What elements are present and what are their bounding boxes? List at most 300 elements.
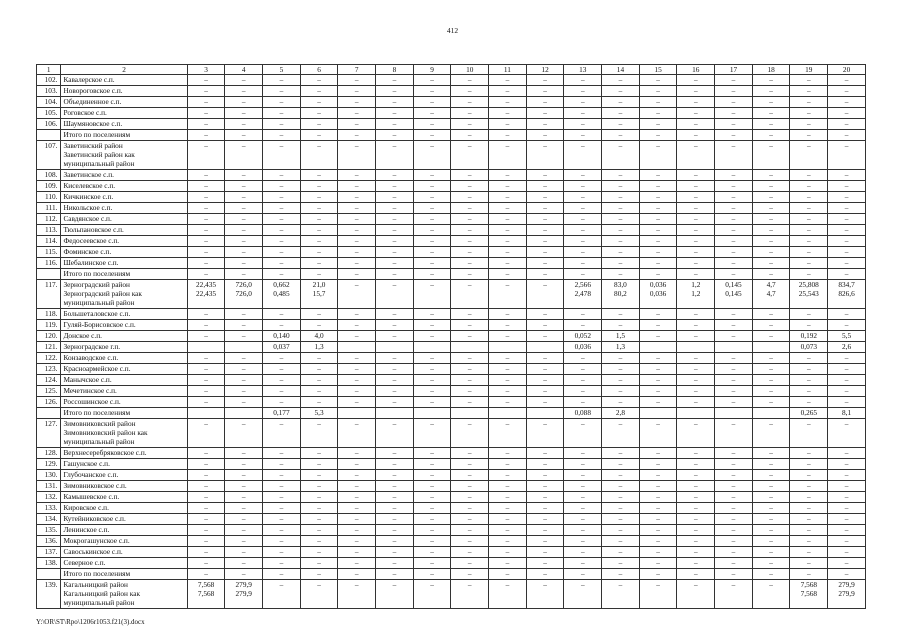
value-cell bbox=[639, 492, 677, 503]
dash: – bbox=[543, 119, 547, 128]
row-name bbox=[61, 569, 187, 580]
value-cell bbox=[300, 397, 338, 408]
row-number: 128. bbox=[37, 448, 61, 459]
dash: – bbox=[505, 214, 510, 223]
dash: – bbox=[543, 203, 547, 212]
value-cell bbox=[225, 247, 263, 258]
value-cell bbox=[564, 342, 602, 353]
dash: – bbox=[656, 492, 660, 501]
value-cell bbox=[263, 448, 301, 459]
dash: – bbox=[769, 547, 773, 556]
row-name bbox=[61, 141, 187, 170]
value-cell bbox=[564, 269, 602, 280]
value-cell bbox=[263, 192, 301, 203]
dash: – bbox=[317, 247, 321, 256]
value-cell bbox=[263, 375, 301, 386]
value-cell bbox=[639, 459, 677, 470]
dash: – bbox=[505, 397, 510, 406]
dash: – bbox=[693, 236, 698, 245]
row-name bbox=[61, 181, 187, 192]
dash: – bbox=[467, 459, 472, 468]
dash: – bbox=[769, 353, 773, 362]
value-cell bbox=[225, 192, 263, 203]
dash: – bbox=[844, 119, 849, 128]
dash: – bbox=[467, 470, 472, 479]
value-line: 2,6 bbox=[842, 342, 852, 351]
dash: – bbox=[204, 547, 208, 556]
dash: – bbox=[467, 309, 472, 318]
value-cell bbox=[828, 386, 866, 397]
value-cell bbox=[715, 503, 753, 514]
table-row bbox=[37, 375, 866, 386]
row-number: 121. bbox=[37, 342, 61, 353]
dash: – bbox=[204, 419, 208, 428]
value-cell bbox=[225, 181, 263, 192]
dash: – bbox=[769, 181, 773, 190]
row-name-line: Кичкинское с.п. bbox=[63, 192, 114, 201]
value-cell bbox=[225, 141, 263, 170]
dash: – bbox=[693, 459, 698, 468]
value-cell bbox=[677, 75, 715, 86]
value-cell bbox=[564, 547, 602, 558]
row-name bbox=[61, 408, 187, 419]
value-cell bbox=[639, 225, 677, 236]
dash: – bbox=[769, 470, 773, 479]
dash: – bbox=[467, 170, 472, 179]
dash: – bbox=[618, 269, 623, 278]
value-cell bbox=[828, 514, 866, 525]
row-name bbox=[61, 386, 187, 397]
value-cell bbox=[376, 386, 414, 397]
value-cell bbox=[828, 320, 866, 331]
dash: – bbox=[317, 108, 321, 117]
value-cell bbox=[790, 203, 828, 214]
dash: – bbox=[467, 514, 472, 523]
value-cell bbox=[338, 558, 376, 569]
value-line: – bbox=[392, 580, 397, 589]
value-cell bbox=[526, 130, 564, 141]
dash: – bbox=[241, 225, 246, 234]
row-name bbox=[61, 86, 187, 97]
value-cell bbox=[602, 364, 640, 375]
value-cell bbox=[564, 580, 602, 609]
value-line: 21,0 bbox=[312, 280, 326, 289]
dash: – bbox=[693, 203, 698, 212]
value-cell bbox=[602, 547, 640, 558]
value-cell bbox=[828, 119, 866, 130]
dash: – bbox=[354, 547, 359, 556]
dash: – bbox=[317, 364, 321, 373]
dash: – bbox=[505, 514, 510, 523]
dash: – bbox=[731, 225, 736, 234]
value-cell bbox=[300, 353, 338, 364]
value-cell bbox=[790, 130, 828, 141]
dash: – bbox=[618, 536, 623, 545]
table-row bbox=[37, 75, 866, 86]
value-cell bbox=[413, 470, 451, 481]
dash: – bbox=[693, 525, 698, 534]
dash: – bbox=[354, 97, 359, 106]
row-name-line: муниципальный район bbox=[63, 298, 135, 307]
value-cell bbox=[526, 75, 564, 86]
value-cell bbox=[187, 397, 225, 408]
value-cell bbox=[828, 309, 866, 320]
value-cell bbox=[489, 448, 527, 459]
dash: – bbox=[204, 397, 208, 406]
dash: – bbox=[392, 459, 397, 468]
value-cell bbox=[187, 192, 225, 203]
value-cell bbox=[225, 97, 263, 108]
value-cell bbox=[225, 492, 263, 503]
dash: – bbox=[317, 547, 321, 556]
dash: – bbox=[279, 419, 284, 428]
dash: – bbox=[731, 419, 736, 428]
value-cell bbox=[489, 503, 527, 514]
row-number: 104. bbox=[37, 97, 61, 108]
value-cell bbox=[489, 492, 527, 503]
value-cell bbox=[187, 214, 225, 225]
dash: – bbox=[204, 108, 208, 117]
table-row bbox=[37, 130, 866, 141]
value-cell bbox=[526, 86, 564, 97]
value-cell bbox=[187, 225, 225, 236]
value-cell bbox=[451, 514, 489, 525]
value-cell bbox=[451, 547, 489, 558]
value-cell bbox=[413, 580, 451, 609]
dash: – bbox=[279, 353, 284, 362]
row-name-line: Кагальницкий район как bbox=[63, 589, 140, 598]
value-cell bbox=[451, 170, 489, 181]
dash: – bbox=[279, 97, 284, 106]
value-cell bbox=[677, 258, 715, 269]
row-number: 117. bbox=[37, 280, 61, 309]
dash: – bbox=[317, 492, 321, 501]
value-cell bbox=[752, 130, 790, 141]
value-cell bbox=[752, 225, 790, 236]
dash: – bbox=[806, 419, 811, 428]
dash: – bbox=[505, 86, 510, 95]
dash: – bbox=[241, 258, 246, 267]
dash: – bbox=[731, 514, 736, 523]
value-cell bbox=[602, 86, 640, 97]
value-cell bbox=[413, 514, 451, 525]
value-line: – bbox=[731, 580, 736, 589]
value-cell bbox=[602, 459, 640, 470]
value-cell bbox=[300, 309, 338, 320]
dash: – bbox=[618, 119, 623, 128]
row-name-line: Кировское с.п. bbox=[63, 503, 109, 512]
value-line: – bbox=[543, 580, 547, 589]
dash: – bbox=[241, 514, 246, 523]
dash: – bbox=[279, 492, 284, 501]
table-row bbox=[37, 353, 866, 364]
value-cell bbox=[300, 525, 338, 536]
value-cell bbox=[564, 503, 602, 514]
value-cell bbox=[338, 569, 376, 580]
value-cell bbox=[639, 353, 677, 364]
value-cell bbox=[526, 108, 564, 119]
dash: – bbox=[580, 108, 585, 117]
dash: – bbox=[731, 258, 736, 267]
dash: – bbox=[467, 130, 472, 139]
dash: – bbox=[769, 397, 773, 406]
dash: – bbox=[580, 481, 585, 490]
dash: – bbox=[430, 492, 434, 501]
value-cell bbox=[225, 580, 263, 609]
value-cell bbox=[602, 536, 640, 547]
dash: – bbox=[241, 492, 246, 501]
value-line: – bbox=[467, 580, 472, 589]
dash: – bbox=[392, 130, 397, 139]
row-name-line: Манычское с.п. bbox=[63, 375, 112, 384]
dash: – bbox=[279, 119, 284, 128]
row-name-line: Заветинский район как bbox=[63, 150, 135, 159]
dash: – bbox=[204, 170, 208, 179]
value-cell bbox=[451, 203, 489, 214]
row-name bbox=[61, 536, 187, 547]
value-cell bbox=[602, 192, 640, 203]
dash: – bbox=[354, 514, 359, 523]
dash: – bbox=[806, 459, 811, 468]
value-cell bbox=[564, 170, 602, 181]
row-name-line: Итого по поселениям bbox=[63, 569, 131, 578]
dash: – bbox=[317, 525, 321, 534]
value-cell bbox=[263, 269, 301, 280]
dash: – bbox=[769, 375, 773, 384]
dash: – bbox=[241, 181, 246, 190]
dash: – bbox=[279, 141, 284, 150]
value-line: 0,485 bbox=[273, 289, 290, 298]
dash: – bbox=[656, 558, 660, 567]
dash: – bbox=[204, 258, 208, 267]
value-cell bbox=[752, 481, 790, 492]
dash: – bbox=[693, 514, 698, 523]
dash: – bbox=[693, 86, 698, 95]
dash: – bbox=[844, 170, 849, 179]
row-name-line: Большеталовское с.п. bbox=[63, 309, 131, 318]
value-cell bbox=[790, 119, 828, 130]
value-cell bbox=[564, 375, 602, 386]
dash: – bbox=[279, 375, 284, 384]
dash: – bbox=[354, 108, 359, 117]
value-cell bbox=[187, 448, 225, 459]
dash: – bbox=[731, 75, 736, 84]
dash: – bbox=[731, 192, 736, 201]
dash: – bbox=[317, 503, 321, 512]
value-cell bbox=[752, 309, 790, 320]
dash: – bbox=[392, 386, 397, 395]
dash: – bbox=[505, 569, 510, 578]
dash: – bbox=[656, 536, 660, 545]
row-number: 126. bbox=[37, 397, 61, 408]
value-cell bbox=[564, 86, 602, 97]
value-cell bbox=[451, 258, 489, 269]
dash: – bbox=[693, 536, 698, 545]
value-cell bbox=[715, 119, 753, 130]
value-cell bbox=[828, 448, 866, 459]
dash: – bbox=[392, 225, 397, 234]
value-cell bbox=[338, 547, 376, 558]
row-name bbox=[61, 397, 187, 408]
value-cell bbox=[225, 386, 263, 397]
value-cell bbox=[489, 108, 527, 119]
dash: – bbox=[580, 525, 585, 534]
dash: – bbox=[467, 236, 472, 245]
value-cell bbox=[677, 481, 715, 492]
value-cell bbox=[752, 580, 790, 609]
row-name bbox=[61, 258, 187, 269]
dash: – bbox=[279, 258, 284, 267]
dash: – bbox=[279, 130, 284, 139]
row-number: 103. bbox=[37, 86, 61, 97]
dash: – bbox=[656, 141, 660, 150]
value-cell bbox=[376, 448, 414, 459]
value-cell bbox=[639, 320, 677, 331]
value-cell bbox=[564, 130, 602, 141]
value-line: – bbox=[693, 580, 698, 589]
value-cell bbox=[338, 258, 376, 269]
value-cell bbox=[715, 558, 753, 569]
dash: – bbox=[204, 448, 208, 457]
row-number: 137. bbox=[37, 547, 61, 558]
value-cell bbox=[564, 280, 602, 309]
value-cell bbox=[752, 459, 790, 470]
value-cell bbox=[376, 97, 414, 108]
value-cell bbox=[413, 536, 451, 547]
value-cell bbox=[338, 342, 376, 353]
row-number: 127. bbox=[37, 419, 61, 448]
value-cell bbox=[338, 181, 376, 192]
dash: – bbox=[618, 448, 623, 457]
dash: – bbox=[693, 470, 698, 479]
value-line: 1,2 bbox=[691, 280, 701, 289]
dash: – bbox=[317, 536, 321, 545]
value-cell bbox=[828, 364, 866, 375]
value-cell bbox=[225, 364, 263, 375]
value-cell bbox=[790, 331, 828, 342]
dash: – bbox=[241, 536, 246, 545]
header-cell: 1 bbox=[37, 65, 61, 75]
dash: – bbox=[844, 386, 849, 395]
value-line: 279,9 bbox=[838, 580, 855, 589]
value-cell bbox=[376, 181, 414, 192]
row-name bbox=[61, 192, 187, 203]
value-cell bbox=[752, 247, 790, 258]
dash: – bbox=[430, 547, 434, 556]
dash: – bbox=[241, 108, 246, 117]
value-line: 5,3 bbox=[314, 408, 324, 417]
value-cell bbox=[489, 569, 527, 580]
value-cell bbox=[677, 214, 715, 225]
value-cell bbox=[376, 481, 414, 492]
value-cell bbox=[263, 525, 301, 536]
value-cell bbox=[677, 236, 715, 247]
value-cell bbox=[715, 225, 753, 236]
value-cell bbox=[263, 75, 301, 86]
dash: – bbox=[731, 86, 736, 95]
dash: – bbox=[656, 214, 660, 223]
dash: – bbox=[543, 130, 547, 139]
value-cell bbox=[564, 569, 602, 580]
dash: – bbox=[543, 75, 547, 84]
table-row bbox=[37, 320, 866, 331]
header-cell: 11 bbox=[489, 65, 527, 75]
dash: – bbox=[618, 97, 623, 106]
value-cell bbox=[187, 558, 225, 569]
dash: – bbox=[317, 569, 321, 578]
dash: – bbox=[731, 309, 736, 318]
dash: – bbox=[354, 364, 359, 373]
dash: – bbox=[317, 269, 321, 278]
dash: – bbox=[618, 192, 623, 201]
value-cell bbox=[187, 481, 225, 492]
value-cell bbox=[376, 170, 414, 181]
dash: – bbox=[543, 269, 547, 278]
dash: – bbox=[505, 108, 510, 117]
value-cell bbox=[187, 386, 225, 397]
value-cell bbox=[376, 536, 414, 547]
dash: – bbox=[769, 75, 773, 84]
value-cell bbox=[790, 536, 828, 547]
value-cell bbox=[451, 558, 489, 569]
value-cell bbox=[413, 397, 451, 408]
value-cell bbox=[564, 536, 602, 547]
value-cell bbox=[602, 258, 640, 269]
value-cell bbox=[300, 580, 338, 609]
value-cell bbox=[300, 75, 338, 86]
value-cell bbox=[225, 236, 263, 247]
row-name-line: Кавалерское с.п. bbox=[63, 75, 115, 84]
value-cell bbox=[187, 536, 225, 547]
value-cell bbox=[338, 408, 376, 419]
value-cell bbox=[338, 353, 376, 364]
dash: – bbox=[731, 181, 736, 190]
value-cell bbox=[225, 375, 263, 386]
value-cell bbox=[225, 470, 263, 481]
dash: – bbox=[279, 108, 284, 117]
dash: – bbox=[204, 181, 208, 190]
value-cell bbox=[790, 470, 828, 481]
dash: – bbox=[844, 459, 849, 468]
value-line: – bbox=[430, 280, 434, 289]
header-cell: 19 bbox=[790, 65, 828, 75]
value-cell bbox=[413, 448, 451, 459]
header-cell: 2 bbox=[61, 65, 187, 75]
dash: – bbox=[769, 492, 773, 501]
value-cell bbox=[489, 525, 527, 536]
value-cell bbox=[489, 119, 527, 130]
value-cell bbox=[451, 108, 489, 119]
dash: – bbox=[656, 258, 660, 267]
value-cell bbox=[225, 353, 263, 364]
dash: – bbox=[241, 269, 246, 278]
value-cell bbox=[677, 408, 715, 419]
value-cell bbox=[828, 192, 866, 203]
value-cell bbox=[639, 141, 677, 170]
dash: – bbox=[392, 108, 397, 117]
value-cell bbox=[526, 331, 564, 342]
dash: – bbox=[844, 258, 849, 267]
dash: – bbox=[392, 481, 397, 490]
value-line: 279,9 bbox=[838, 589, 855, 598]
value-cell bbox=[790, 269, 828, 280]
dash: – bbox=[467, 181, 472, 190]
dash: – bbox=[844, 247, 849, 256]
value-cell bbox=[790, 342, 828, 353]
value-cell bbox=[187, 119, 225, 130]
value-cell bbox=[376, 108, 414, 119]
dash: – bbox=[693, 448, 698, 457]
